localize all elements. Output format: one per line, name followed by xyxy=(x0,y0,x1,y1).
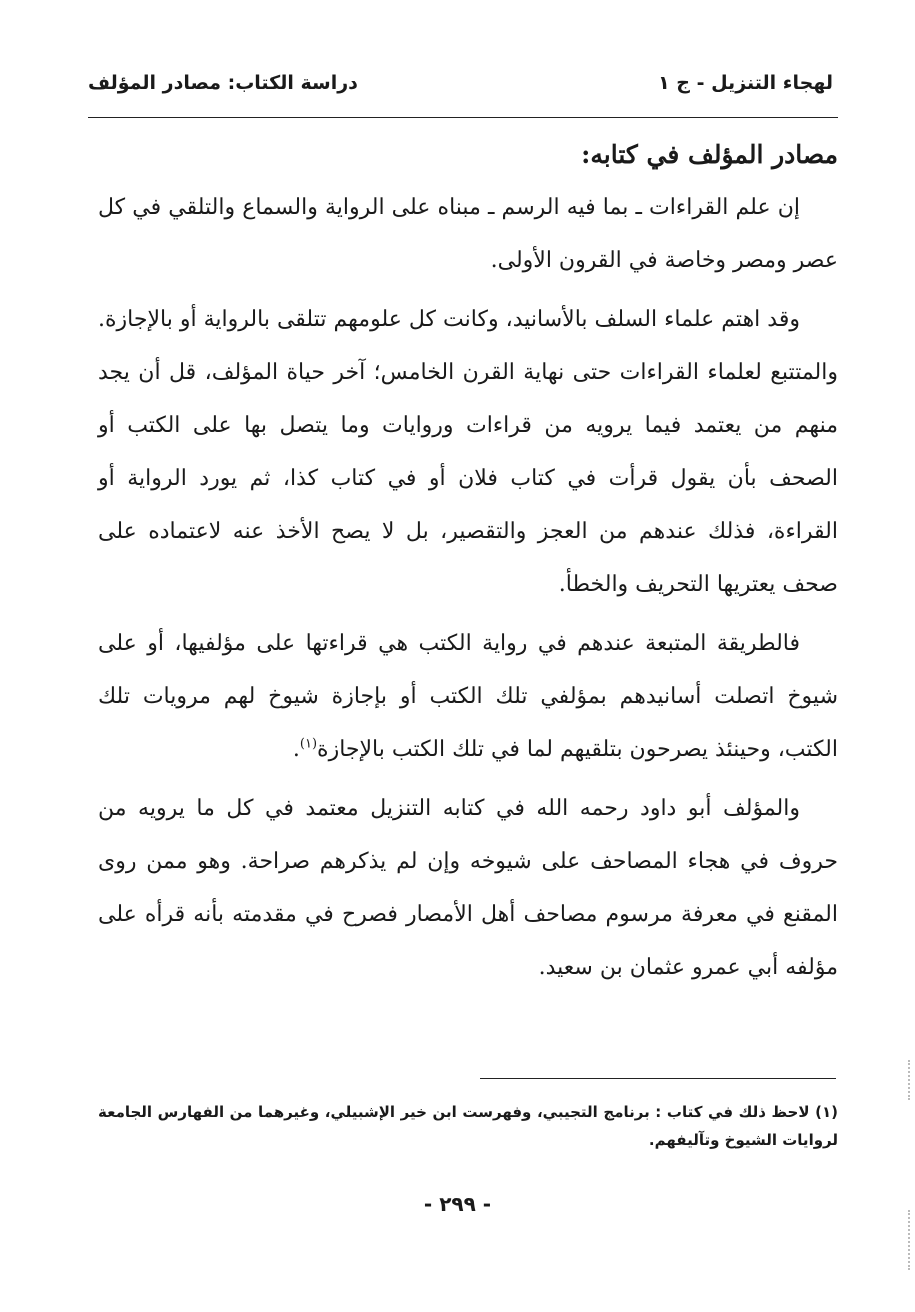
paragraph-4: والمؤلف أبو داود رحمه الله في كتابه التنزيل معتمد في كل ما يرويه من حروف في هجاء المصاحف على شيوخه وإن لم يذكرهم صراحة. وهو ممن روى المقنع في معرفة مرسوم مصاحف أهل الأمصار فصرح في مقدمته بأنه قرأه على مؤلفه أبي عمرو عثمان بن سعيد. xyxy=(98,796,838,980)
page-number: - ٢٩٩ - xyxy=(423,1192,492,1216)
header-rule xyxy=(88,117,838,118)
footnote-reference[interactable]: (١) xyxy=(299,736,318,752)
paragraph-2: وقد اهتم علماء السلف بالأسانيد، وكانت كل علومهم تتلقى بالرواية أو بالإجازة. والمتتبع لعلماء القراءات حتى نهاية القرن الخامس؛ آخر حياة المؤلف، قل أن يجد منهم من يعتمد فيما يرويه من قراءات وروايات وما يتصل بها على الكتب أو الصحف بأن يقول قرأت في كتاب فلان أو في كتاب كذا، ثم يورد الرواية أو القراءة، فذلك عندهم من العجز والتقصير، بل لا يصح الأخذ عنه لاعتماده على صحف يعتريها التحريف والخطأ. xyxy=(98,307,838,597)
running-header-section-title: دراسة الكتاب: مصادر المؤلف xyxy=(88,72,358,94)
section-heading: مصادر المؤلف في كتابه: xyxy=(581,140,838,169)
scan-margin-marks-lower xyxy=(908,1210,913,1270)
paragraph-3-text: فالطريقة المتبعة عندهم في رواية الكتب هي قراءتها على مؤلفيها، أو على شيوخ اتصلت أسانيدهم بمؤلفي تلك الكتب أو بإجازة شيوخ لهم مرويات تلك الكتب، وحينئذ يصرحون بتلقيهم لما في تلك الكتب بالإجازة xyxy=(98,631,838,762)
paragraph-3-end: . xyxy=(292,737,300,762)
footnote: (١) لاحظ ذلك في كتاب : برنامج التجيبي، وفهرست ابن خير الإشبيلي، وغيرهما من الفهارس الجامعة لروايات الشيوخ وتآليفهم. xyxy=(98,1103,838,1149)
paragraph-3 xyxy=(98,617,838,776)
scan-margin-marks xyxy=(908,1060,913,1100)
running-header-book-title: لهجاء التنزيل - ج ١ xyxy=(658,72,833,94)
footnote-rule xyxy=(480,1078,836,1079)
body-text xyxy=(98,128,838,994)
paragraph-1: إن علم القراءات ـ بما فيه الرسم ـ مبناه على الرواية والسماع والتلقي في كل عصر ومصر وخاصة في القرون الأولى. xyxy=(98,195,838,273)
